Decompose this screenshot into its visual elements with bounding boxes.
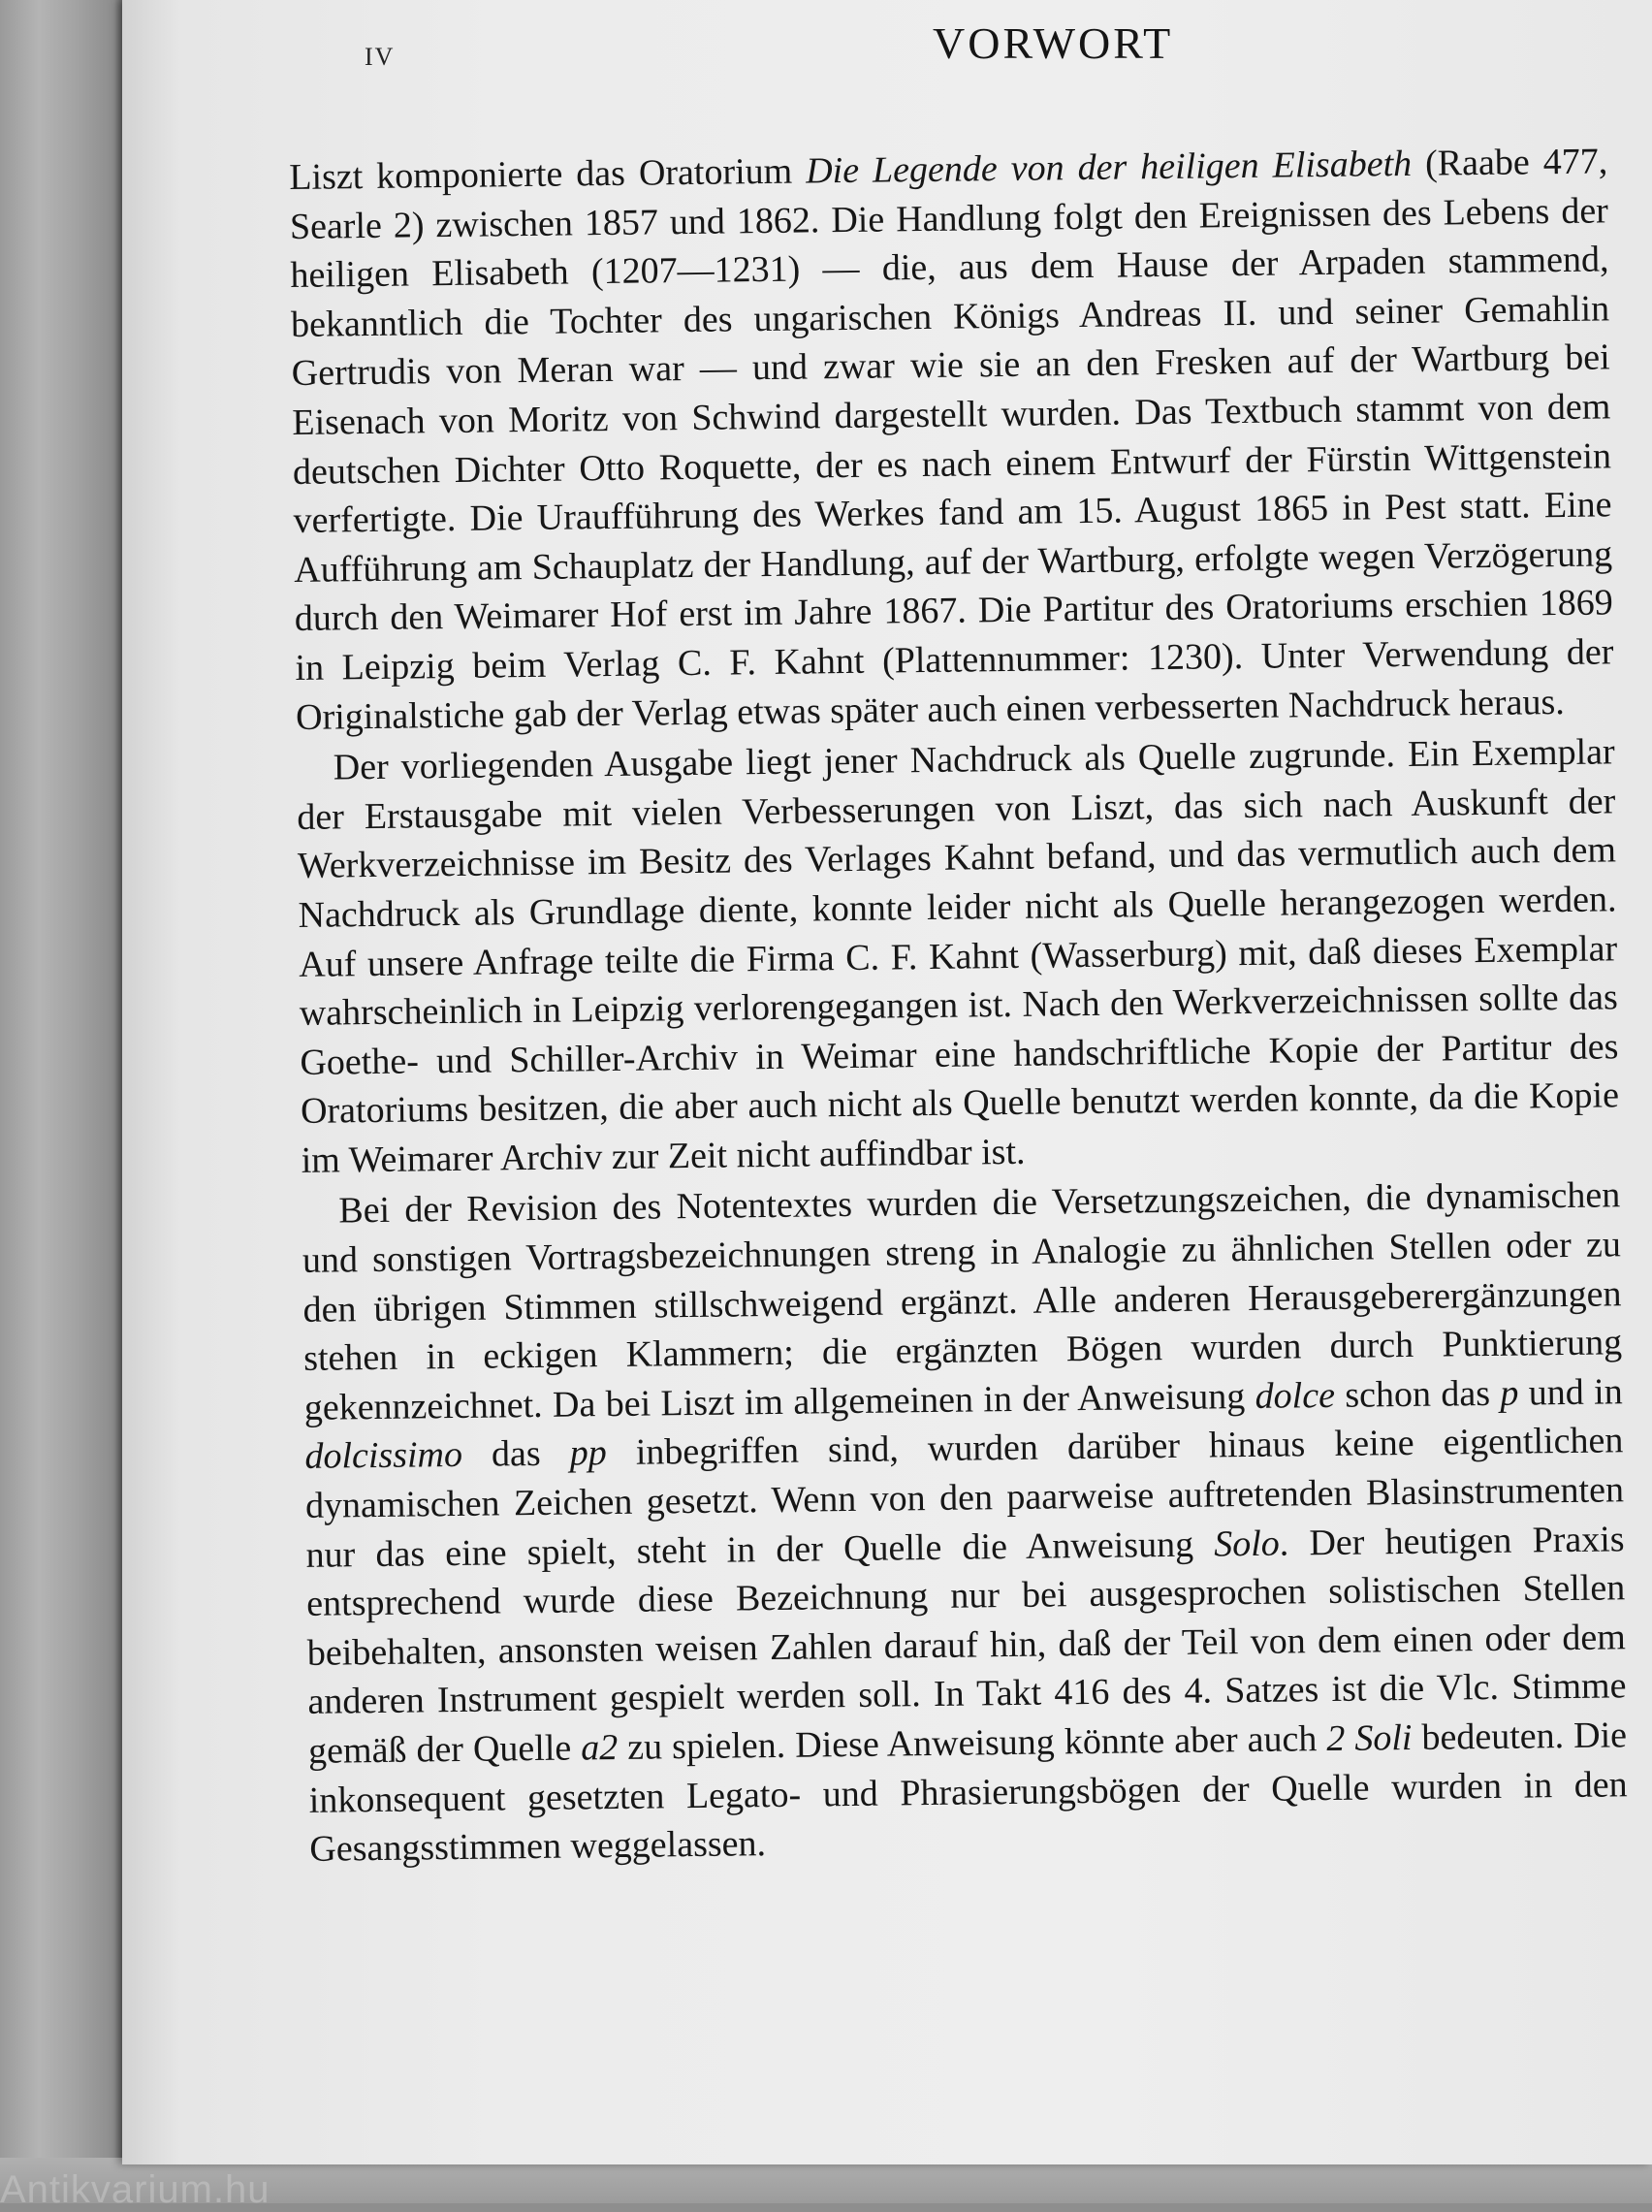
preface-body: [289, 137, 1629, 1874]
watermark: Antikvarium.hu: [0, 2168, 270, 2211]
text-run: Liszt komponierte das Oratorium: [289, 150, 807, 198]
page-number: IV: [365, 43, 396, 71]
paragraph-1: [289, 137, 1614, 742]
italic-run: dolcissimo: [304, 1434, 463, 1478]
paragraph-3: [302, 1171, 1629, 1875]
text-run: Bei der Revision des Notentextes wurden die Versetzungszeichen, die dynamischen und sonstigen Vortragsbezeichnungen streng in Analogie zu ähnlichen Stellen oder zu den übrigen Stimmen stillschweigend ergänzt. Alle anderen Herausgeberergänzungen stehen in eckigen Klammern; die ergänzten Bögen wurden durch Punktierung gekennzeichnet. Da bei Liszt im allgemeinen in der Anweisung: [302, 1174, 1623, 1428]
text-run: Der vorliegenden Ausgabe liegt jener Nachdruck als Quelle zugrunde. Ein Exemplar der Erstausgabe mit vielen Verbesserungen von Liszt, das sich nach Auskunft der Werkverzeichnisse im Besitz des Verlages Kahnt befand, und das vermutlich auch dem Nachdruck als Grundlage diente, konnte leider nicht als Quelle herangezogen werden. Auf unsere Anfrage teilte die Firma C. F. Kahnt (Wasserburg) mit, daß dieses Exemplar wahrscheinlich in Leipzig verlorengegangen ist. Nach den Werkverzeichnissen sollte das Goethe- und Schiller-Archiv in Weimar eine handschriftliche Kopie der Partitur des Oratoriums besitzen, die aber auch nicht als Quelle benutzt werden konnte, da die Kopie im Weimarer Archiv zur Zeit nicht auffindbar ist.: [297, 731, 1620, 1181]
text-run: . Der heutigen Praxis entsprechend wurde diese Bezeichnung nur bei ausgesprochen solistischen Stellen beibehalten, ansonsten weisen Zahlen darauf hin, daß der Teil von dem einen oder dem anderen Instrument gespielt werden soll. In Takt 416 des 4. Satzes ist die Vlc. Stimme gemäß der Quelle: [306, 1518, 1627, 1772]
text-run: bedeuten. Die inkonsequent gesetzten Legato- und Phrasierungsbögen der Quelle wurden in den Gesangsstimmen weggelassen.: [308, 1715, 1628, 1871]
page-title: VORWORT: [933, 18, 1174, 68]
italic-run: Solo: [1213, 1523, 1281, 1565]
text-run: schon das: [1334, 1372, 1501, 1416]
italic-run: pp: [569, 1432, 608, 1474]
italic-run: p: [1500, 1372, 1519, 1414]
text-run: das: [461, 1432, 571, 1476]
text-run: zu spielen. Diese Anweisung könnte aber auch: [617, 1718, 1327, 1768]
italic-run: Die Legende von der heiligen Elisabeth: [805, 143, 1413, 192]
text-run: und in: [1518, 1371, 1623, 1414]
text-run: inbegriffen sind, wurden darüber hinaus keine eigentlichen dynamischen Zeichen gesetzt. Wenn von den paarweise auftretenden Blasinstrumenten nur das eine spielt, steht in der Quelle die Anweisung: [304, 1420, 1625, 1576]
italic-run: a2: [580, 1726, 619, 1769]
italic-run: dolce: [1255, 1374, 1336, 1417]
italic-run: 2 Soli: [1326, 1716, 1413, 1760]
text-run: (Raabe 477, Searle 2) zwischen 1857 und 1862. Die Handlung folgt den Ereignissen des Lebens der heiligen Elisabeth (1207—1231) — die, aus dem Hause der Arpaden stammend, bekanntlich die Tochter des ungarischen Königs Andreas II. und seiner Gemahlin Gertrudis von Meran war — und zwar wie sie an den Fresken auf der Wartburg bei Eisenach von Moritz von Schwind dargestellt wurden. Das Textbuch stammt von dem deutschen Dichter Otto Roquette, der es nach einem Entwurf der Fürstin Wittgenstein verfertigte. Die Uraufführung des Werkes fand am 15. August 1865 in Pest statt. Eine Aufführung am Schauplatz der Handlung, auf der Wartburg, erfolgte wegen Verzögerung durch den Weimarer Hof erst im Jahre 1867. Die Partitur des Oratoriums erschien 1869 in Leipzig beim Verlag C. F. Kahnt (Plattennummer: 1230). Unter Verwendung der Originalstiche gab der Verlag etwas später auch einen verbesserten Nachdruck heraus.: [289, 141, 1614, 738]
paragraph-2: [296, 727, 1619, 1185]
